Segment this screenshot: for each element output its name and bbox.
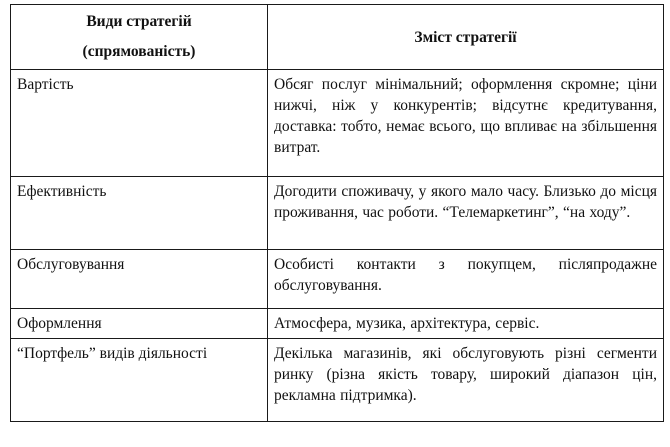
strategy-type-cell: Вартість <box>11 70 268 177</box>
header-strategy-types <box>11 5 268 70</box>
strategy-content-cell: Декілька магазинів, які обслуговують різні сегменти ринку (різна якість товару, широкий діапазон цін, рекламна підтримка). <box>268 339 664 422</box>
strategy-content-cell: Атмосфера, музика, архітектура, сервіс. <box>268 309 664 339</box>
header-strategy-types-subtitle: (спрямованість) <box>82 43 196 60</box>
strategies-table <box>10 4 664 422</box>
header-strategy-types-title: Види стратегій <box>86 13 192 30</box>
table-row <box>11 70 664 177</box>
strategy-content-cell: Догодити споживачу, у якого мало часу. Близько до місця проживання, час роботи. “Телемаркетинг”, “на ходу”. <box>268 177 664 250</box>
table-header-row <box>11 5 664 70</box>
strategy-type-cell: Оформлення <box>11 309 268 339</box>
strategy-type-cell: “Портфель” видів діяльності <box>11 339 268 422</box>
header-strategy-content: Зміст стратегії <box>268 5 664 70</box>
strategy-content-cell: Особисті контакти з покупцем, післяпродажне обслуговування. <box>268 250 664 309</box>
strategy-type-cell: Обслуговування <box>11 250 268 309</box>
strategy-type-cell: Ефективність <box>11 177 268 250</box>
table-row <box>11 177 664 250</box>
strategy-content-cell: Обсяг послуг мінімальний; оформлення скромне; ціни нижчі, ніж у конкурентів; відсутнє кредитування, доставка: тобто, немає всього, що впливає на збільшення витрат. <box>268 70 664 177</box>
table-row <box>11 339 664 422</box>
table-row <box>11 250 664 309</box>
table-row <box>11 309 664 339</box>
